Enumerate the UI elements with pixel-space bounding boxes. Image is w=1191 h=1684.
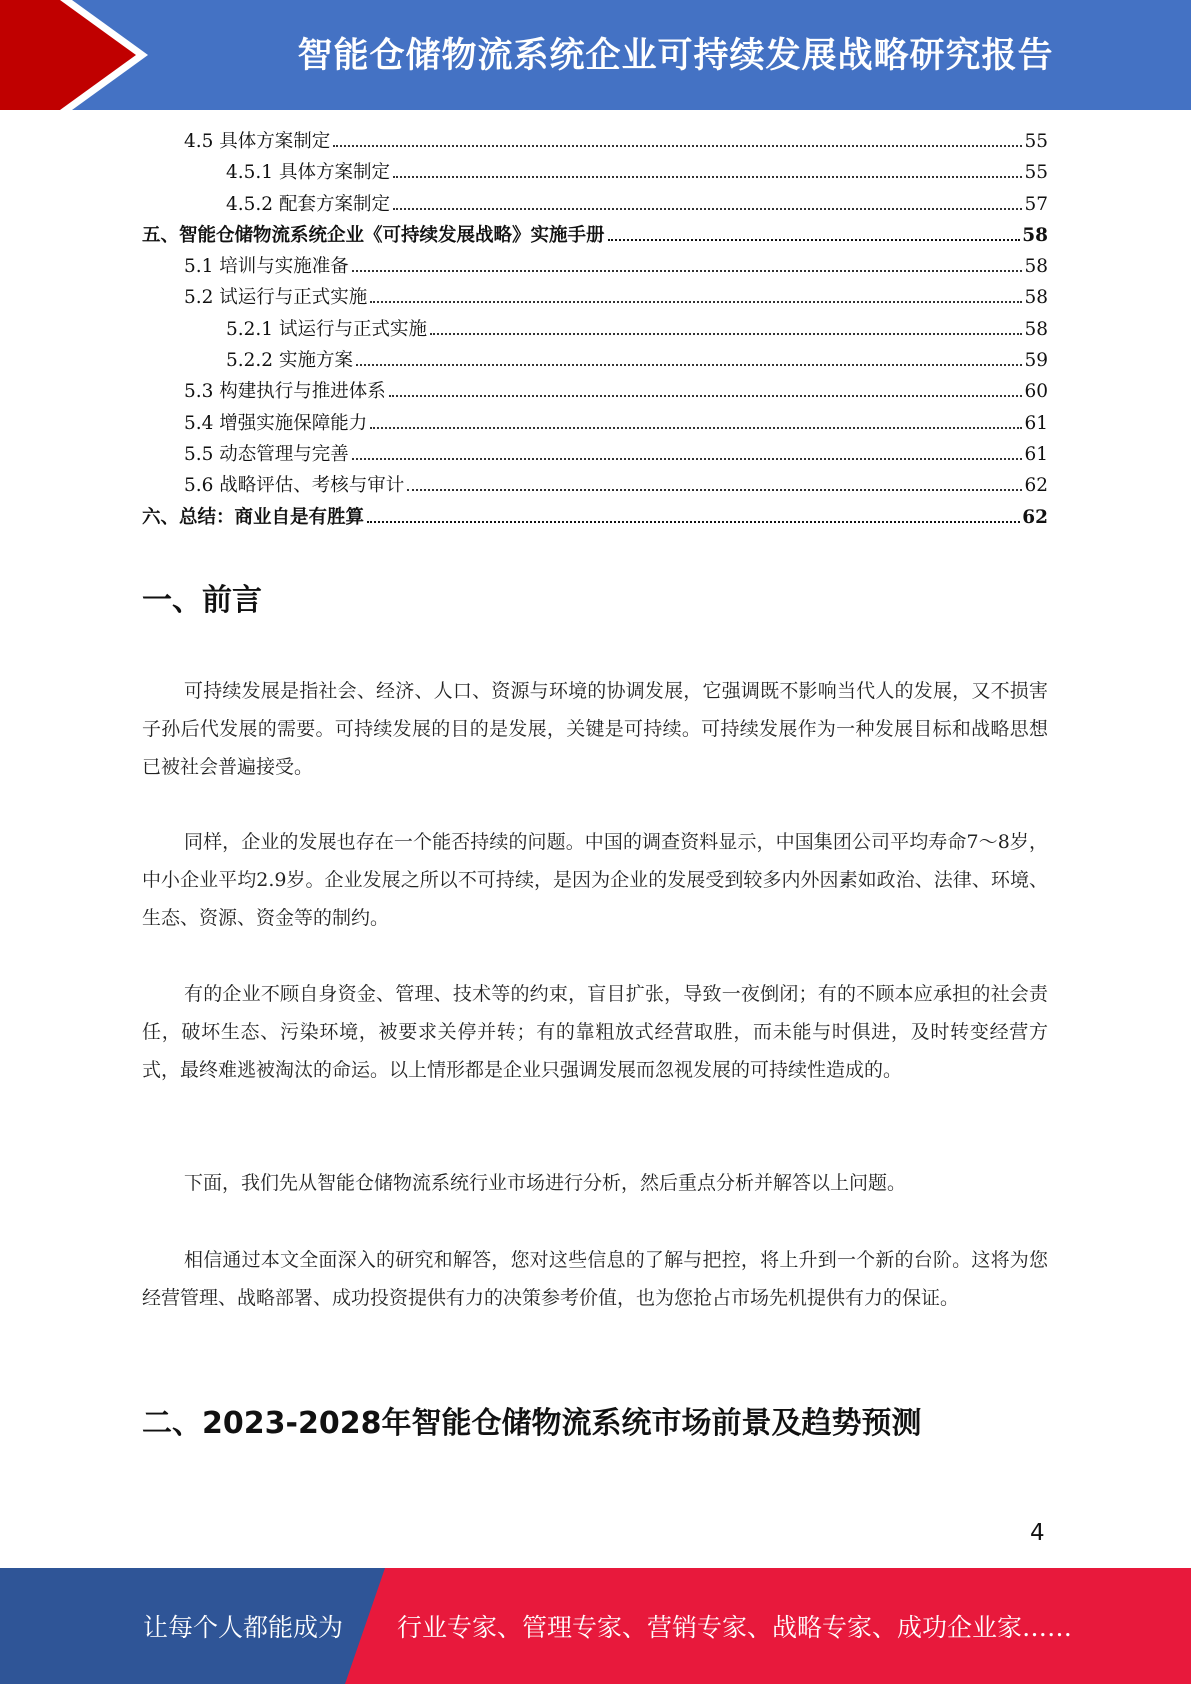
toc-leader-dots bbox=[608, 239, 1021, 241]
paragraph: 相信通过本文全面深入的研究和解答，您对这些信息的了解与把控，将上升到一个新的台阶。这将为您经营管理、战略部署、成功投资提供有力的决策参考价值，也为您抢占市场先机提供有力的保证。 bbox=[142, 1249, 1048, 1309]
toc-entry[interactable] bbox=[142, 252, 1048, 283]
toc-entry-title: 5.5 动态管理与完善 bbox=[184, 443, 349, 465]
toc-entry-page: 61 bbox=[1024, 443, 1048, 465]
toc-entry[interactable] bbox=[142, 127, 1048, 158]
toc-entry-page: 58 bbox=[1024, 256, 1048, 278]
toc-leader-dots bbox=[352, 458, 1023, 460]
toc-entry[interactable] bbox=[142, 409, 1048, 440]
toc-entry[interactable] bbox=[142, 221, 1048, 252]
page-footer bbox=[0, 1568, 1191, 1684]
page-number: 4 bbox=[1030, 1520, 1045, 1546]
toc-entry-page: 58 bbox=[1022, 224, 1048, 246]
toc-entry-title: 5.2 试运行与正式实施 bbox=[184, 287, 368, 309]
section-heading-forecast: 二、2023-2028年智能仓储物流系统市场前景及趋势预测 bbox=[142, 1406, 922, 1441]
toc-leader-dots bbox=[356, 364, 1023, 366]
toc-entry-title: 5.2.1 试运行与正式实施 bbox=[226, 318, 427, 340]
toc-entry-page: 62 bbox=[1022, 506, 1048, 528]
toc-leader-dots bbox=[333, 145, 1022, 147]
toc-entry-page: 55 bbox=[1024, 131, 1048, 152]
toc-entry-title: 5.6 战略评估、考核与审计 bbox=[184, 475, 405, 497]
report-title: 智能仓储物流系统企业可持续发展战略研究报告 bbox=[297, 36, 1054, 76]
table-of-contents bbox=[142, 127, 1048, 534]
toc-entry[interactable] bbox=[142, 377, 1048, 408]
toc-leader-dots bbox=[367, 521, 1020, 523]
paragraph: 下面，我们先从智能仓储物流系统行业市场进行分析，然后重点分析并解答以上问题。 bbox=[184, 1172, 907, 1194]
toc-leader-dots bbox=[407, 489, 1022, 491]
toc-leader-dots bbox=[393, 176, 1022, 178]
toc-leader-dots bbox=[370, 301, 1022, 303]
section-heading-preface: 一、前言 bbox=[142, 583, 262, 618]
toc-entry-title: 4.5 具体方案制定 bbox=[184, 131, 331, 152]
toc-entry-page: 58 bbox=[1024, 287, 1048, 309]
toc-entry-title: 5.2.2 实施方案 bbox=[226, 350, 353, 372]
footer-slogan-right: 行业专家、管理专家、营销专家、战略专家、成功企业家…… bbox=[397, 1613, 1073, 1642]
toc-entry[interactable] bbox=[142, 346, 1048, 377]
toc-entry-title: 4.5.1 具体方案制定 bbox=[226, 162, 390, 184]
toc-entry[interactable] bbox=[142, 283, 1048, 314]
toc-entry-title: 5.1 培训与实施准备 bbox=[184, 256, 349, 278]
toc-leader-dots bbox=[389, 395, 1023, 397]
footer-slogan-left: 让每个人都能成为 bbox=[143, 1613, 344, 1642]
toc-entry[interactable] bbox=[142, 440, 1048, 471]
toc-entry-title: 五、智能仓储物流系统企业《可持续发展战略》实施手册 bbox=[142, 224, 605, 246]
toc-leader-dots bbox=[370, 427, 1022, 429]
toc-entry-page: 59 bbox=[1024, 350, 1048, 372]
toc-entry[interactable] bbox=[142, 503, 1048, 534]
toc-leader-dots bbox=[393, 208, 1022, 210]
toc-entry-page: 57 bbox=[1024, 193, 1048, 215]
toc-entry[interactable] bbox=[142, 315, 1048, 346]
toc-entry-page: 55 bbox=[1024, 162, 1048, 184]
toc-entry-page: 62 bbox=[1024, 475, 1048, 497]
toc-entry-title: 5.4 增强实施保障能力 bbox=[184, 412, 368, 434]
toc-entry-title: 4.5.2 配套方案制定 bbox=[226, 193, 390, 215]
paragraph: 有的企业不顾自身资金、管理、技术等的约束，盲目扩张，导致一夜倒闭；有的不顾本应承担的社会责任，破坏生态、污染环境，被要求关停并转；有的靠粗放式经营取胜，而未能与时俱进，及时转变经营方式，最终难逃被淘汰的命运。以上情形都是企业只强调发展而忽视发展的可持续性造成的。 bbox=[142, 983, 1048, 1081]
toc-entry-page: 60 bbox=[1024, 381, 1048, 403]
toc-leader-dots bbox=[352, 270, 1023, 272]
paragraph: 同样，企业的发展也存在一个能否持续的问题。中国的调查资料显示，中国集团公司平均寿命7～8岁，中小企业平均2.9岁。企业发展之所以不可持续，是因为企业的发展受到较多内外因素如政治、法律、环境、生态、资源、资金等的制约。 bbox=[142, 831, 1048, 929]
toc-entry[interactable] bbox=[142, 158, 1048, 189]
toc-entry-title: 5.3 构建执行与推进体系 bbox=[184, 381, 386, 403]
toc-entry-page: 58 bbox=[1024, 318, 1048, 340]
toc-entry[interactable] bbox=[142, 471, 1048, 502]
toc-leader-dots bbox=[430, 333, 1022, 335]
paragraph: 可持续发展是指社会、经济、人口、资源与环境的协调发展，它强调既不影响当代人的发展，又不损害子孙后代发展的需要。可持续发展的目的是发展，关键是可持续。可持续发展作为一种发展目标和战略思想已被社会普遍接受。 bbox=[142, 680, 1048, 778]
page-header bbox=[0, 0, 1191, 110]
toc-entry-page: 61 bbox=[1024, 412, 1048, 434]
toc-entry-title: 六、总结：商业自是有胜算 bbox=[142, 506, 365, 528]
toc-entry[interactable] bbox=[142, 190, 1048, 221]
